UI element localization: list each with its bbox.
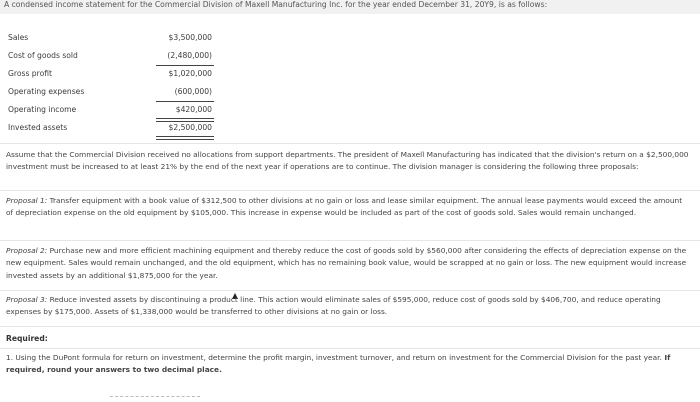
statement-label: Operating income [8, 105, 77, 114]
proposal-text: Reduce invested assets by discontinuing a product line. This action would eliminate sales of $595,000, reduce cost of goods sold by $406,700, and reduce operating expenses by $175,000. Assets of $1,338,000 would be transferred to other divisions at no gain or loss. [6, 295, 661, 317]
divider [0, 240, 700, 241]
proposal-2 [6, 245, 690, 282]
statement-value: $420,000 [175, 105, 212, 114]
statement-value: $3,500,000 [168, 33, 212, 42]
divider [0, 190, 700, 191]
income-statement [8, 30, 218, 138]
proposal-1 [6, 195, 690, 220]
statement-label: Gross profit [8, 69, 52, 78]
statement-row [8, 30, 218, 48]
divider [0, 348, 700, 349]
question-instruction: If required, round your answers to two decimal place. [6, 353, 671, 375]
header-bar [0, 0, 700, 14]
proposal-text: Purchase new and more efficient machining equipment and thereby reduce the cost of goods sold by $560,000 after considering the effects of depreciation expense on the new equipment. Sales would remain unchanged, and the old equipment, which has no remaining book value, would be scrapped at no gain or loss. The new equipment would increase invested assets by an additional $1,875,000 for the year. [6, 246, 687, 280]
proposal-3 [6, 294, 690, 319]
divider [0, 143, 700, 144]
question-1 [6, 352, 690, 377]
statement-row [8, 48, 218, 66]
proposal-label: Proposal 1: [6, 196, 48, 205]
double-underline [156, 136, 214, 140]
divider [0, 326, 700, 327]
statement-label: Invested assets [8, 123, 68, 132]
answer-area-edge [110, 396, 200, 401]
statement-label: Cost of goods sold [8, 51, 78, 60]
statement-row [8, 120, 218, 138]
statement-value: (600,000) [174, 87, 212, 96]
proposal-label: Proposal 3: [6, 295, 48, 304]
statement-row [8, 66, 218, 84]
required-heading: Required: [6, 334, 48, 343]
question-text: 1. Using the DuPont formula for return on investment, determine the profit margin, investment turnover, and return on investment for the Commercial Division for the past year. [6, 353, 662, 362]
statement-row [8, 102, 218, 120]
problem-title: A condensed income statement for the Commercial Division of Maxell Manufacturing Inc. for the year ended December 31, 20Y9, is as follows: [4, 0, 548, 9]
statement-label: Operating expenses [8, 87, 85, 96]
divider [0, 290, 700, 291]
proposal-label: Proposal 2: [6, 246, 48, 255]
statement-value: $2,500,000 [168, 123, 212, 132]
proposal-text: Transfer equipment with a book value of $312,500 to other divisions at no gain or loss and lease similar equipment. The annual lease payments would exceed the amount of depreciation expense on the old equipment by $105,000. This increase in expense would be included as part of the cost of goods sold. Sales would remain unchanged. [6, 196, 683, 218]
statement-row [8, 84, 218, 102]
intro-paragraph: Assume that the Commercial Division received no allocations from support departments. The president of Maxell Manufacturing has indicated that the division's return on a $2,500,000 investment must be increased to at least 21% by the end of the next year if operations are to continue. The division manager is considering the following three proposals: [6, 150, 689, 172]
statement-label: Sales [8, 33, 29, 42]
statement-value: $1,020,000 [168, 69, 212, 78]
statement-value: (2,480,000) [167, 51, 212, 60]
